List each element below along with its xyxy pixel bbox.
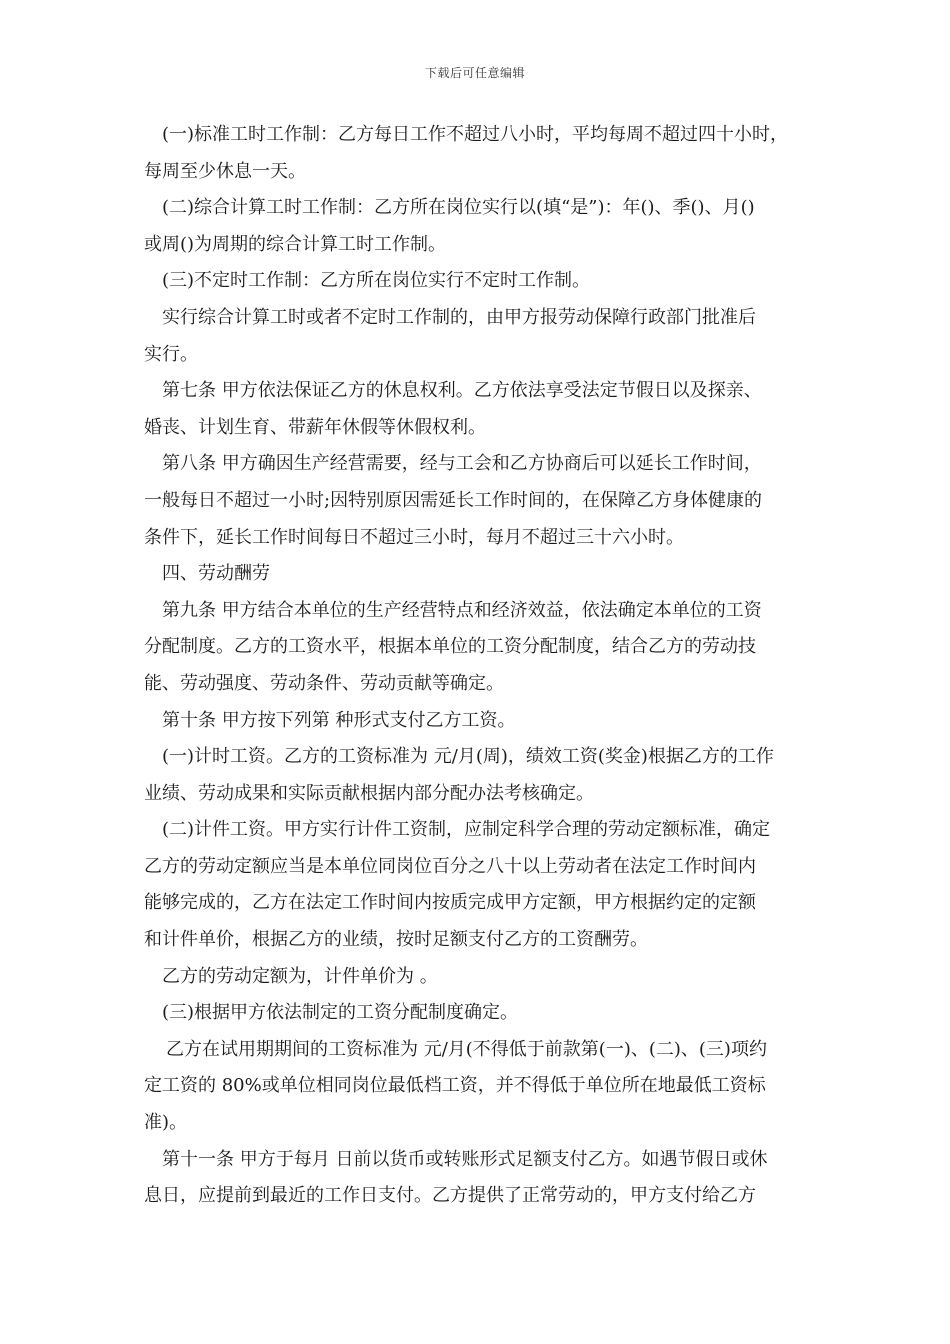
paragraph-line: (二)综合计算工时工作制：乙方所在岗位实行以(填“是”)：年()、季()、月() (162, 197, 755, 219)
paragraph-line: 婚丧、计划生育、带薪年休假等休假权利。 (144, 416, 486, 438)
document-body (144, 117, 816, 1215)
paragraph-line: 乙方的劳动定额应当是本单位同岗位百分之八十以上劳动者在法定工作时间内 (144, 855, 756, 877)
paragraph-line: 乙方的劳动定额为，计件单价为 。 (162, 965, 438, 987)
paragraph-line: 第十条 甲方按下列第 种形式支付乙方工资。 (162, 709, 516, 731)
paragraph-line: 第九条 甲方结合本单位的生产经营特点和经济效益，依法确定本单位的工资 (162, 599, 762, 621)
paragraph-line: (一)标准工时工作制：乙方每日工作不超过八小时，平均每周不超过四十小时， (162, 124, 789, 145)
paragraph-line: 分配制度。乙方的工资水平，根据本单位的工资分配制度，结合乙方的劳动技 (144, 636, 756, 658)
paragraph-line: (三)根据甲方依法制定的工资分配制度确定。 (162, 1002, 519, 1024)
paragraph-line: 条件下，延长工作时间每日不超过三小时，每月不超过三十六小时。 (144, 526, 684, 548)
paragraph-line: 定工资的 80%或单位相同岗位最低档工资，并不得低于单位所在地最低工资标 (144, 1075, 766, 1097)
paragraph-line: 第十一条 甲方于每月 日前以货币或转账形式足额支付乙方。如遇节假日或休 (162, 1148, 768, 1170)
paragraph-line: 能够完成的，乙方在法定工作时间内按质完成甲方定额，甲方根据约定的定额 (144, 892, 756, 914)
paragraph-line: 准)。 (144, 1112, 188, 1134)
page-header-note: 下载后可任意编辑 (424, 66, 525, 80)
paragraph-line: (三)不定时工作制：乙方所在岗位实行不定时工作制。 (162, 270, 591, 292)
paragraph-line: (二)计件工资。甲方实行计件工资制，应制定科学合理的劳动定额标准，确定 (162, 819, 771, 841)
paragraph-line: 息日，应提前到最近的工作日支付。乙方提供了正常劳动的，甲方支付给乙方 (144, 1185, 756, 1207)
paragraph-line: 业绩、劳动成果和实际贡献根据内部分配办法考核确定。 (144, 782, 594, 804)
paragraph-line: 能、劳动强度、劳动条件、劳动贡献等确定。 (144, 672, 504, 694)
paragraph-line: 第七条 甲方依法保证乙方的休息权利。乙方依法享受法定节假日以及探亲、 (162, 380, 762, 402)
paragraph-line: 一般每日不超过一小时;因特别原因需延长工作时间的，在保障乙方身体健康的 (144, 489, 763, 511)
paragraph-line: 乙方在试用期期间的工资标准为 元/月(不得低于前款第(一)、(二)、(三)项约 (166, 1038, 767, 1060)
paragraph-line: 每周至少休息一天。 (144, 160, 306, 182)
paragraph-line: 和计件单价，根据乙方的业绩，按时足额支付乙方的工资酬劳。 (144, 929, 648, 951)
paragraph-line: (一)计时工资。乙方的工资标准为 元/月(周)，绩效工资(奖金)根据乙方的工作 (162, 746, 774, 768)
paragraph-line: 或周()为周期的综合计算工时工作制。 (144, 233, 447, 255)
paragraph-line: 实行。 (144, 343, 198, 365)
section-heading: 四、劳动酬劳 (162, 563, 270, 585)
paragraph-line: 实行综合计算工时或者不定时工作制的，由甲方报劳动保障行政部门批准后 (162, 306, 756, 328)
paragraph-line: 第八条 甲方确因生产经营需要，经与工会和乙方协商后可以延长工作时间， (162, 453, 762, 475)
